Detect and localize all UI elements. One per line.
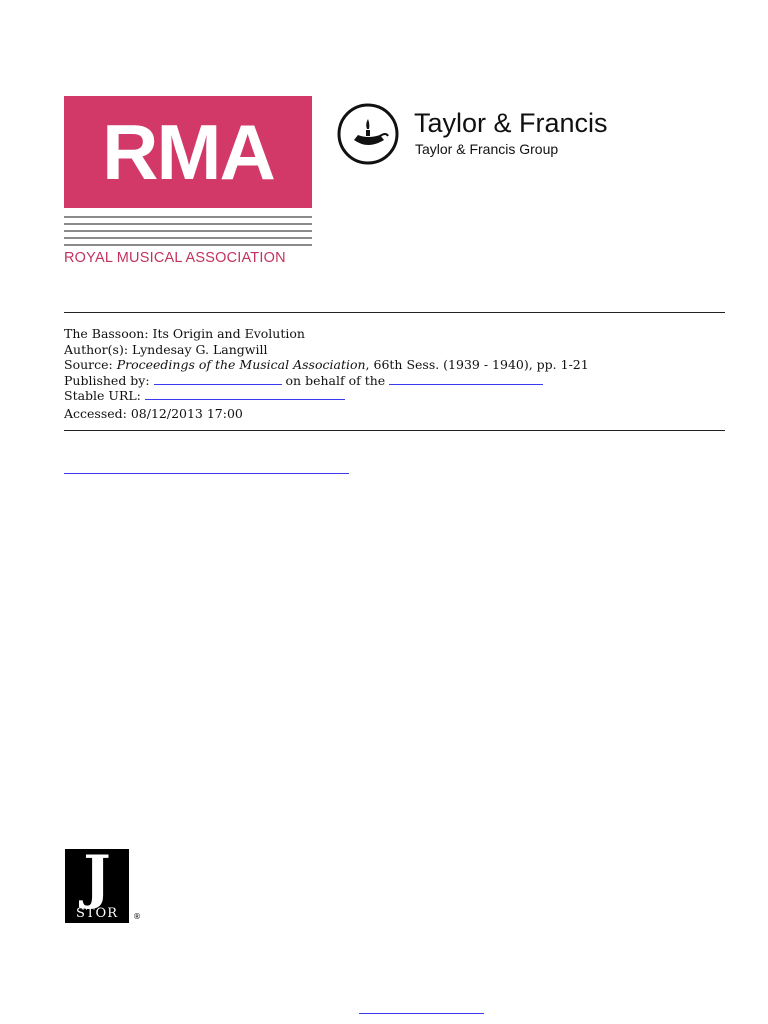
publisher-link[interactable] [154,373,282,385]
rma-logo [64,96,312,268]
footer-link[interactable] [359,1013,484,1014]
authors-line [64,342,725,358]
jstor-logo [64,843,144,924]
jstor-letter: J [83,843,111,911]
accessed-date: Accessed: 08/12/2013 17:00 [64,406,243,421]
terms-link[interactable] [64,473,349,474]
rma-stripe [64,216,312,218]
rma-monogram: RMA [64,96,312,208]
rma-stripe [64,244,312,246]
registered-mark: ® [133,912,141,921]
oil-lamp-icon [336,102,400,166]
stable-url-line [64,388,725,404]
published-label: Published by: [64,372,154,388]
rma-caption: ROYAL MUSICAL ASSOCIATION [64,250,286,266]
rma-stripe [64,237,312,239]
taylor-francis-name: Taylor & Francis [414,108,608,138]
jstor-emblem [65,843,129,923]
bottom-divider [64,430,725,431]
authors-value: Lyndesay G. Langwill [132,341,268,357]
article-title: The Bassoon: Its Origin and Evolution [64,326,305,341]
citation-block [64,326,725,404]
source-journal: Proceedings of the Musical Association [116,357,366,372]
stable-url-link[interactable] [145,388,345,400]
published-middle: on behalf of the [281,372,390,388]
taylor-francis-group: Taylor & Francis Group [415,141,559,157]
rma-stripe [64,223,312,225]
stable-url-label: Stable URL: [64,388,145,403]
published-line [64,373,725,389]
source-details: , 66th Sess. (1939 - 1940), pp. 1-21 [365,357,589,372]
jstor-word: STOR [75,906,119,921]
rma-stripe [64,230,312,232]
taylor-francis-logo [336,100,636,170]
source-label: Source: [64,357,117,372]
authors-label: Author(s): [64,341,133,357]
society-link[interactable] [389,373,543,385]
source-line [64,357,725,373]
top-divider [64,312,725,313]
